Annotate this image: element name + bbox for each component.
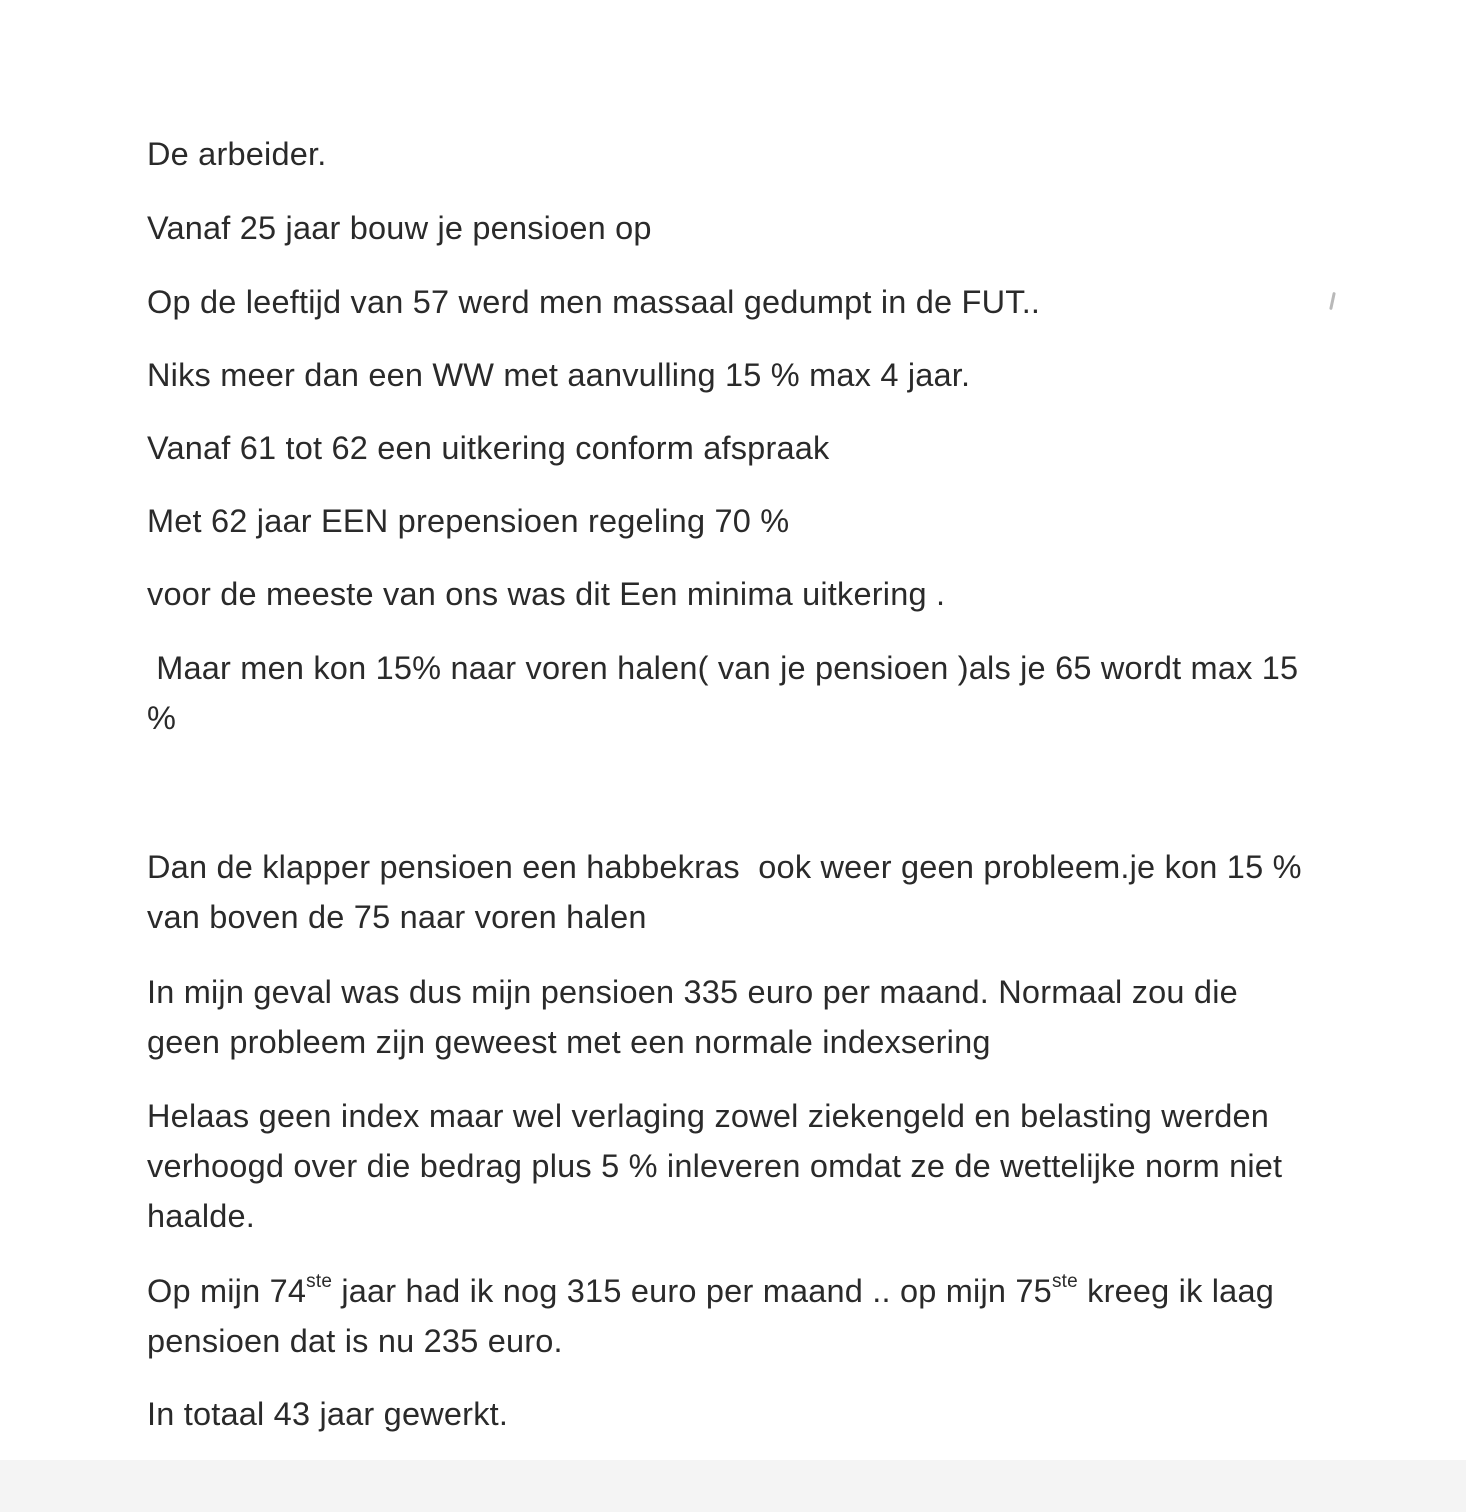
text-part: jaar had ik nog 315 euro per maand .. op mijn 75 (332, 1273, 1052, 1309)
ordinal-suffix: ste (306, 1271, 333, 1292)
paragraph-line: Helaas geen index maar wel verlaging zowel ziekengeld en belasting werden (147, 1098, 1270, 1134)
text-line: Vanaf 61 tot 62 een uitkering conform afspraak (147, 430, 830, 466)
paragraph-line: van boven de 75 naar voren halen (147, 899, 647, 935)
paragraph-klapper (147, 842, 1397, 942)
paragraph-line: geen probleem zijn geweest met een normale indexsering (147, 1024, 991, 1060)
paragraph-line: % (147, 700, 177, 736)
paragraph-line: Maar men kon 15% naar voren halen( van je pensioen )als je 65 wordt max 15 (147, 650, 1299, 686)
paragraph-helaas (147, 1091, 1397, 1241)
text-line: voor de meeste van ons was dit Een minima uitkering . (147, 576, 946, 612)
closing-line: In totaal 43 jaar gewerkt. (147, 1396, 509, 1432)
paragraph-line: haalde. (147, 1198, 256, 1234)
paragraph-15-percent (147, 643, 1397, 743)
ordinal-suffix: ste (1051, 1271, 1078, 1292)
scan-bottom-edge (0, 1460, 1466, 1512)
text-part: Op mijn 74 (147, 1273, 307, 1309)
text-line: Vanaf 25 jaar bouw je pensioen op (147, 210, 652, 246)
text-part: kreeg ik laag (1077, 1273, 1275, 1309)
paragraph-line: In mijn geval was dus mijn pensioen 335 euro per maand. Normaal zou die (147, 974, 1238, 1010)
text-line: Op de leeftijd van 57 werd men massaal gedumpt in de FUT.. (147, 284, 1041, 320)
paragraph-line: verhoogd over die bedrag plus 5 % inleveren omdat ze de wettelijke norm niet (147, 1148, 1283, 1184)
paragraph-line: pensioen dat is nu 235 euro. (147, 1323, 563, 1359)
text-line: Met 62 jaar EEN prepensioen regeling 70 % (147, 503, 790, 539)
paragraph-line: Dan de klapper pensioen een habbekras ook weer geen probleem.je kon 15 % (147, 849, 1302, 885)
paragraph-line (147, 1266, 1397, 1316)
text-line: Niks meer dan een WW met aanvulling 15 % max 4 jaar. (147, 357, 971, 393)
paragraph-74-75 (147, 1266, 1397, 1366)
heading-line: De arbeider. (147, 136, 327, 172)
paragraph-geval (147, 967, 1397, 1067)
